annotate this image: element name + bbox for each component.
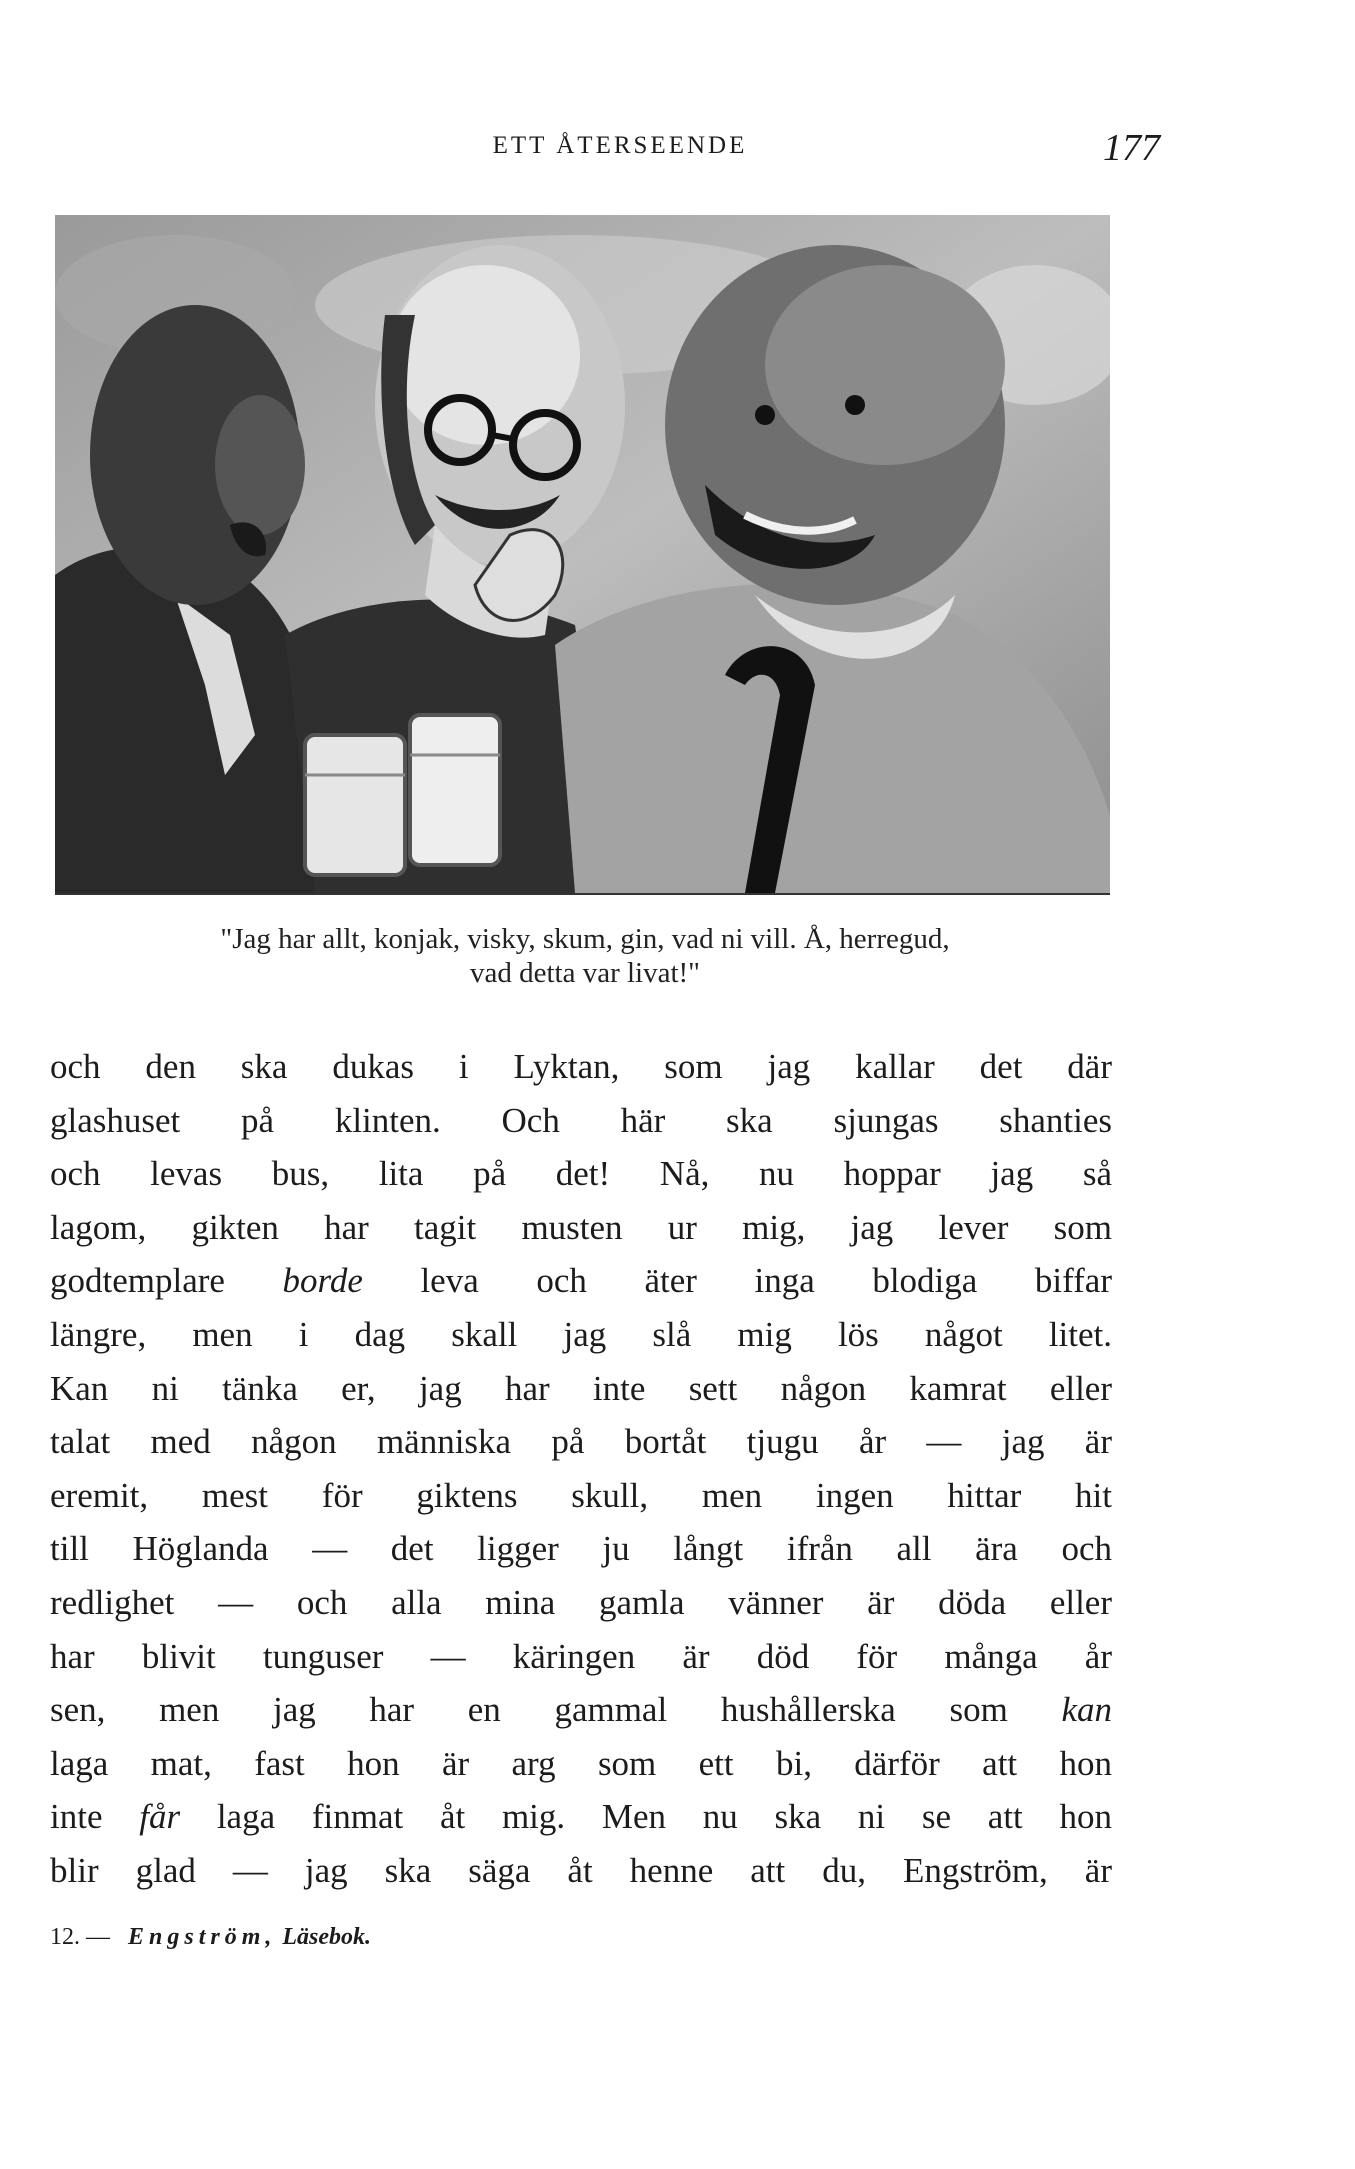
emphasized-word: får [139,1797,181,1837]
running-title: ETT ÅTERSEENDE [492,132,748,159]
three-men-drinking-illustration-icon [55,215,1110,895]
text-segment: inte [50,1797,140,1837]
text-line [50,1254,1112,1308]
text-line: talat med någon människa på bortåt tjugu år — jag är [50,1422,1112,1462]
text-line: laga mat, fast hon är arg som ett bi, därför att hon [50,1743,1112,1783]
text-line: till Höglanda — det ligger ju långt ifrån all ära och [50,1529,1112,1569]
text-line: och levas bus, lita på det! Nå, nu hoppar jag så [50,1154,1112,1194]
caption-line-1: "Jag har allt, konjak, visky, skum, gin, vad ni vill. Å, herregud, [220,923,950,955]
emphasized-word: kan [1061,1690,1112,1730]
text-segment: leva och äter inga blodiga biffar [362,1261,1112,1301]
signature-number: 12. — [50,1924,110,1950]
text-line: eremit, mest för giktens skull, men ingen hittar hit [50,1475,1112,1515]
text-segment: godtemplare [50,1261,283,1301]
text-line: längre, men i dag skall jag slå mig lös något litet. [50,1314,1112,1354]
text-line: och den ska dukas i Lyktan, som jag kallar det där [50,1047,1112,1086]
emphasized-word: borde [282,1261,363,1301]
page-number: 177 [1103,127,1160,169]
illustration-caption [50,922,1120,990]
text-line: redlighet — och alla mina gamla vänner är döda eller [50,1582,1112,1622]
signature-author: Engström, [128,1924,277,1950]
text-segment: laga finmat åt mig. Men nu ska ni se att hon [180,1797,1113,1837]
signature-footer [50,1924,850,1951]
signature-title: Läsebok. [282,1924,372,1950]
text-line: lagom, gikten har tagit musten ur mig, jag lever som [50,1207,1112,1247]
body-text [50,1040,1112,1898]
text-line [50,1790,1112,1844]
running-head [0,127,1355,172]
caption-line-2: vad detta var livat!" [469,957,701,989]
text-line: glashuset på klinten. Och här ska sjungas shanties [50,1100,1112,1140]
text-line: blir glad — jag ska säga åt henne att du, Engström, är [50,1850,1112,1890]
text-line: Kan ni tänka er, jag har inte sett någon kamrat eller [50,1368,1112,1408]
text-segment: sen, men jag har en gammal hushållerska som [50,1690,1062,1730]
text-line [50,1683,1112,1737]
text-line: har blivit tunguser — käringen är död för många år [50,1636,1112,1676]
